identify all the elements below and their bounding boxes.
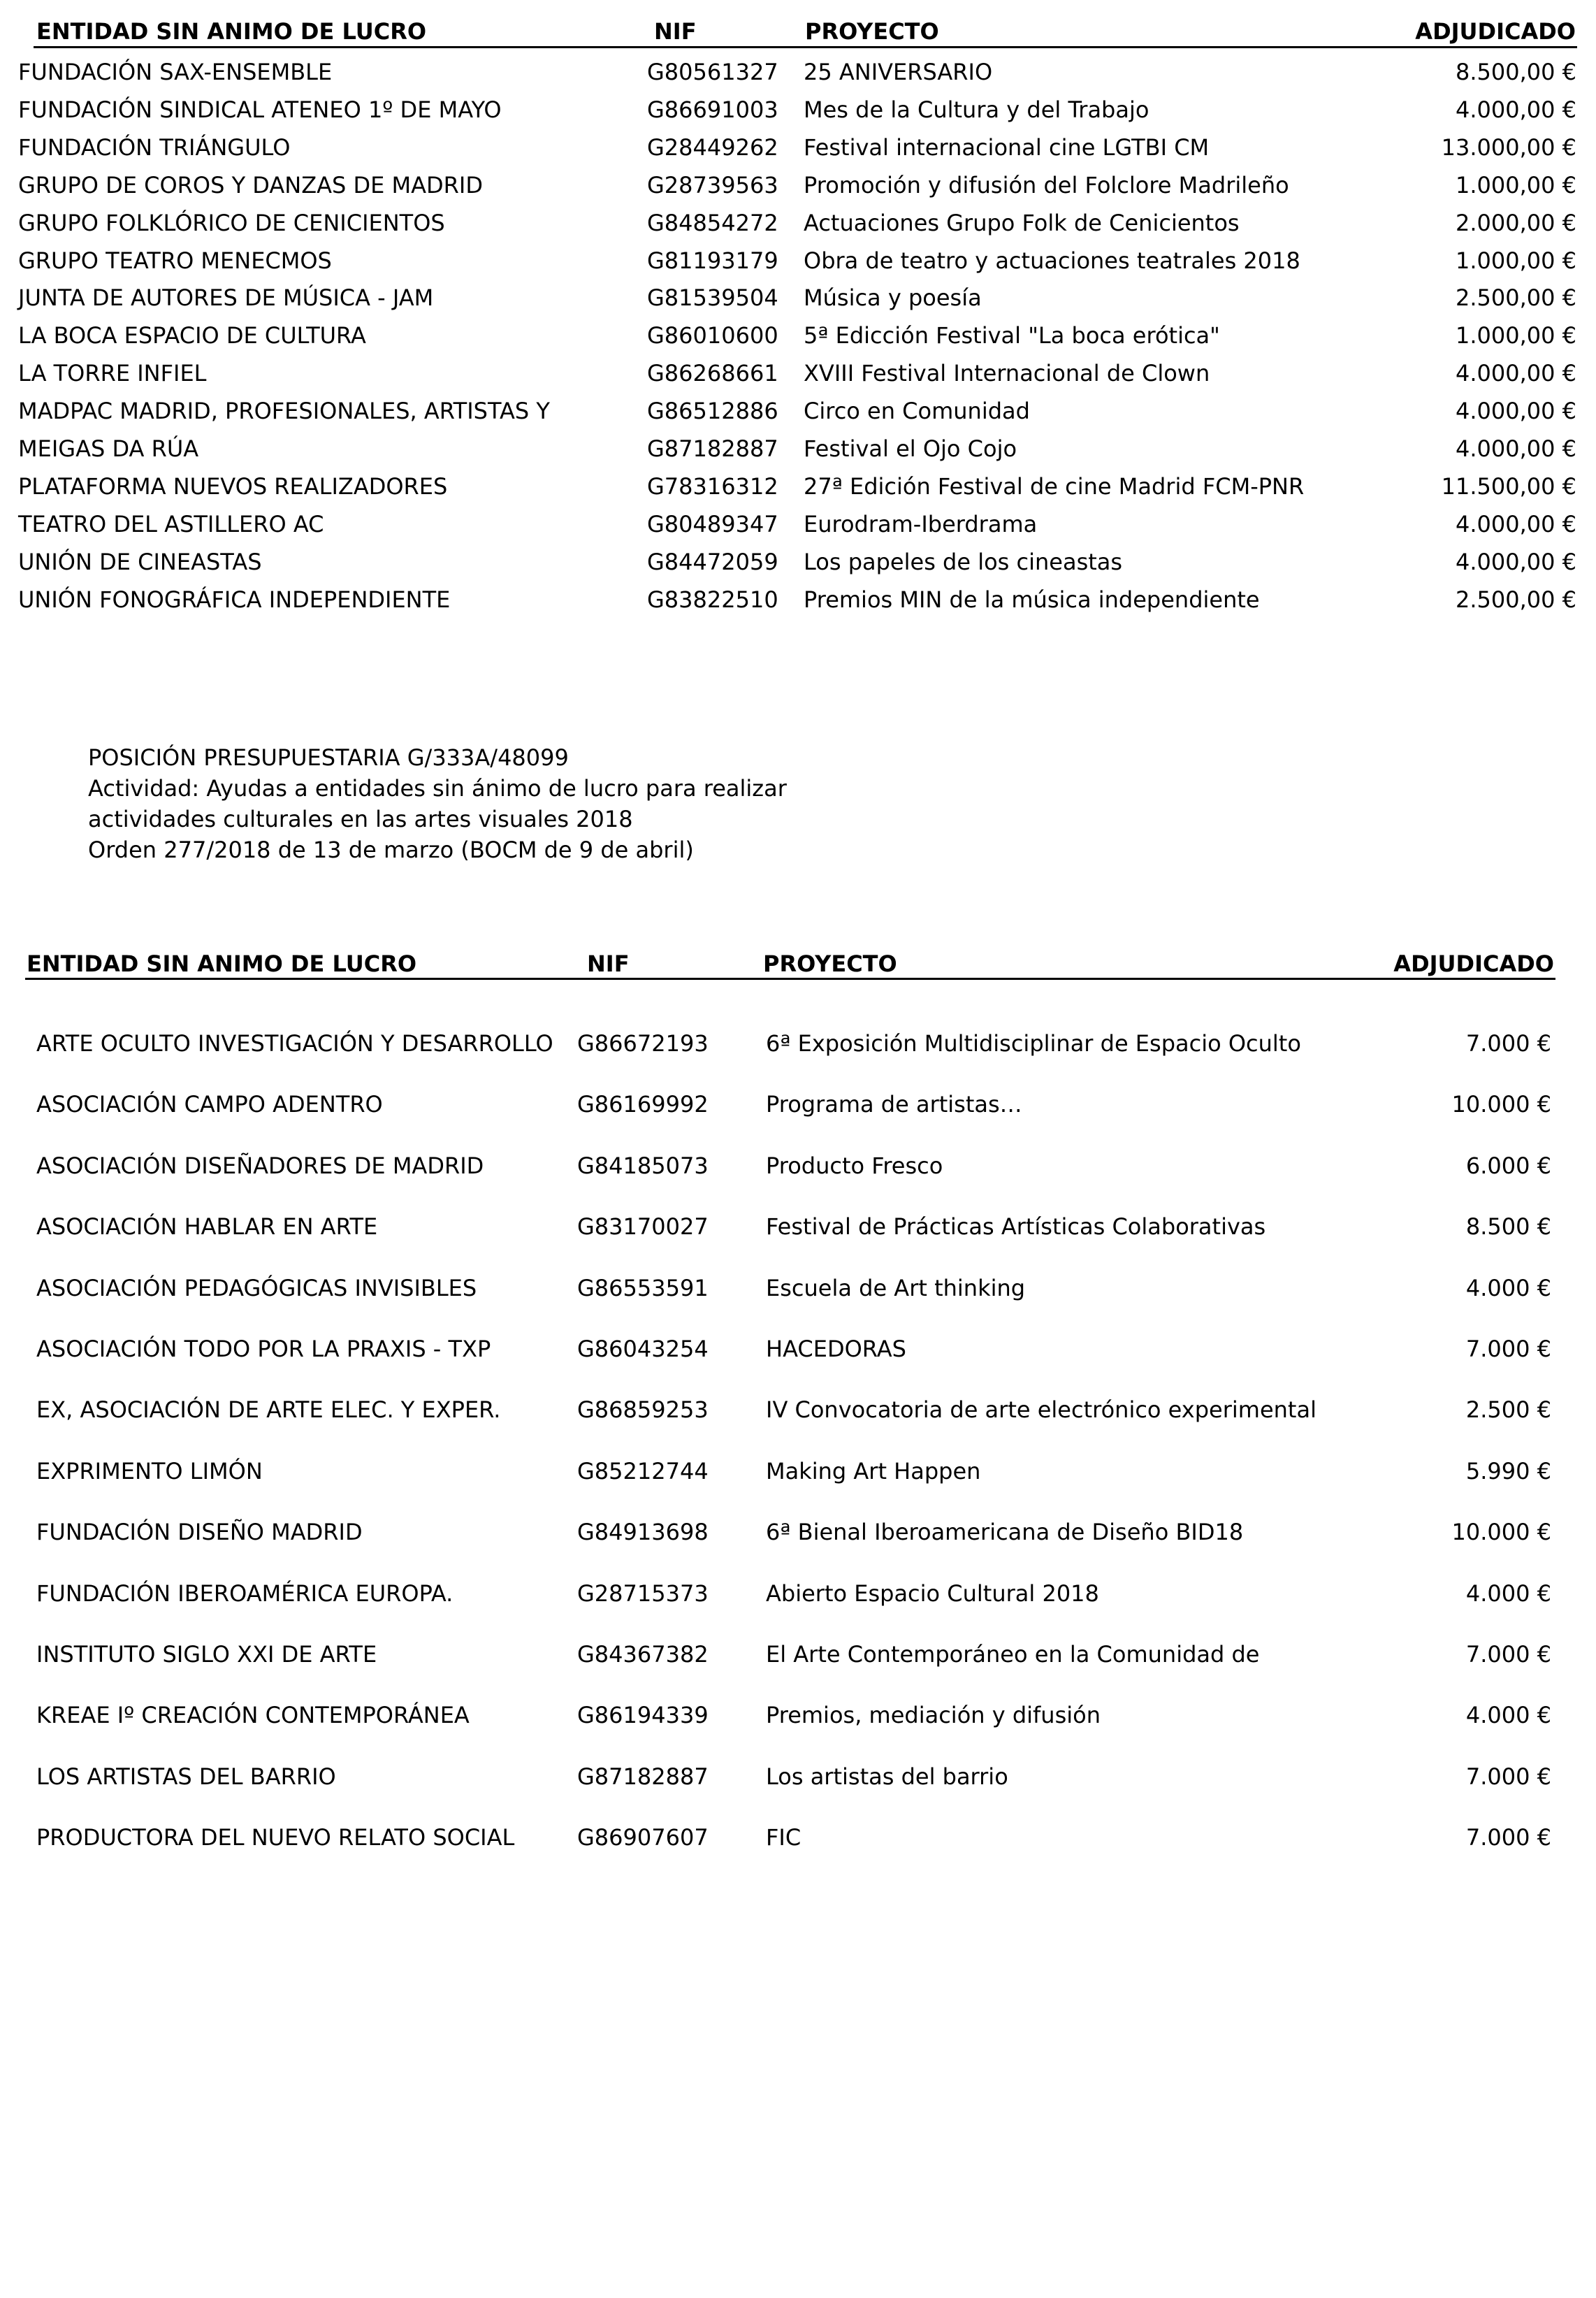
table1-row-adjudicado: 4.000,00 € [1455, 96, 1576, 123]
table1-row-nif: G86512886 [647, 398, 778, 425]
table1-row-nif: G86691003 [647, 96, 778, 123]
table1-row-adjudicado: 1.000,00 € [1455, 247, 1576, 274]
table1-row-adjudicado: 2.000,00 € [1455, 209, 1576, 236]
table1-row-nif: G87182887 [647, 435, 778, 462]
table1-row-nif: G83822510 [647, 586, 778, 613]
table2-row-entidad: EX, ASOCIACIÓN DE ARTE ELEC. Y EXPER. [36, 1396, 501, 1424]
table2-row-nif: G86907607 [577, 1824, 709, 1851]
table1-row-adjudicado: 8.500,00 € [1455, 59, 1576, 85]
table1-row-entidad: UNIÓN DE CINEASTAS [18, 548, 262, 575]
table2-row-adjudicado: 4.000 € [1465, 1702, 1551, 1729]
table2-row-proyecto: Los artistas del barrio [766, 1763, 1008, 1790]
table2-row-nif: G86194339 [577, 1702, 709, 1729]
table2-row-proyecto: Programa de artistas… [766, 1091, 1022, 1118]
table2-row-proyecto: 6ª Exposición Multidisciplinar de Espacio Oculto [766, 1030, 1301, 1057]
table2-header-nif: NIF [587, 951, 630, 977]
table1-row-entidad: FUNDACIÓN TRIÁNGULO [18, 133, 291, 161]
table2-row-entidad: FUNDACIÓN DISEÑO MADRID [36, 1519, 363, 1546]
table2-row-entidad: ASOCIACIÓN HABLAR EN ARTE [36, 1213, 378, 1241]
table1-row-proyecto: Premios MIN de la música independiente [804, 586, 1260, 613]
table1-row-nif: G80489347 [647, 510, 778, 537]
table2-row-adjudicado: 10.000 € [1451, 1091, 1551, 1118]
table2-row-adjudicado: 7.000 € [1465, 1641, 1551, 1668]
table1-header-nif: NIF [654, 18, 697, 45]
table1-row-proyecto: 25 ANIVERSARIO [804, 59, 993, 85]
table2-row-nif: G84185073 [577, 1152, 709, 1179]
table1-header-proyecto: PROYECTO [805, 18, 939, 45]
table2-row-nif: G86553591 [577, 1274, 709, 1301]
table1-row-nif: G78316312 [647, 472, 778, 500]
table1-row-proyecto: XVIII Festival Internacional de Clown [804, 360, 1210, 387]
table2-row-proyecto: El Arte Contemporáneo en la Comunidad de [766, 1641, 1260, 1668]
table2-row-proyecto: IV Convocatoria de arte electrónico experimental [766, 1396, 1316, 1424]
table2-row-entidad: ASOCIACIÓN TODO POR LA PRAXIS - TXP [36, 1336, 491, 1362]
table2-row-adjudicado: 7.000 € [1465, 1824, 1551, 1851]
table2-row-nif: G85212744 [577, 1457, 709, 1484]
table2-row-entidad: LOS ARTISTAS DEL BARRIO [36, 1763, 336, 1790]
table2-row-entidad: KREAE Iº CREACIÓN CONTEMPORÁNEA [36, 1702, 470, 1729]
activity-line-2: actividades culturales en las artes visuales 2018 [88, 806, 633, 832]
table1-row-adjudicado: 4.000,00 € [1455, 548, 1576, 575]
table2-row-proyecto: Festival de Prácticas Artísticas Colaborativas [766, 1213, 1266, 1241]
table1-row-entidad: LA BOCA ESPACIO DE CULTURA [18, 322, 366, 349]
table1-row-proyecto: Mes de la Cultura y del Trabajo [804, 96, 1149, 123]
table2-row-adjudicado: 8.500 € [1465, 1213, 1551, 1241]
table1-row-proyecto: Promoción y difusión del Folclore Madrileño [804, 171, 1289, 198]
table1-row-entidad: MADPAC MADRID, PROFESIONALES, ARTISTAS Y [18, 398, 550, 425]
table1-row-nif: G86010600 [647, 322, 778, 349]
table2-row-adjudicado: 6.000 € [1465, 1152, 1551, 1179]
table1-row-entidad: UNIÓN FONOGRÁFICA INDEPENDIENTE [18, 586, 451, 613]
table1-row-entidad: GRUPO FOLKLÓRICO DE CENICIENTOS [18, 209, 445, 236]
table1-row-entidad: LA TORRE INFIEL [18, 360, 207, 387]
table2-row-adjudicado: 4.000 € [1465, 1274, 1551, 1301]
table2-row-nif: G84367382 [577, 1641, 709, 1668]
table2-row-nif: G86169992 [577, 1091, 709, 1118]
table1-row-proyecto: Circo en Comunidad [804, 398, 1030, 425]
table1-row-entidad: JUNTA DE AUTORES DE MÚSICA - JAM [18, 284, 434, 312]
table2-row-proyecto: Making Art Happen [766, 1457, 981, 1484]
table2-row-entidad: FUNDACIÓN IBEROAMÉRICA EUROPA. [36, 1580, 454, 1607]
table1-row-entidad: TEATRO DEL ASTILLERO AC [18, 510, 324, 537]
table2-row-entidad: INSTITUTO SIGLO XXI DE ARTE [36, 1641, 377, 1668]
table2-row-nif: G87182887 [577, 1763, 709, 1790]
table1-row-nif: G28449262 [647, 133, 778, 161]
table1-row-proyecto: 5ª Edicción Festival "La boca erótica" [804, 322, 1220, 349]
table2-row-nif: G28715373 [577, 1580, 709, 1607]
table1-row-entidad: FUNDACIÓN SAX-ENSEMBLE [18, 59, 333, 85]
table2-row-entidad: PRODUCTORA DEL NUEVO RELATO SOCIAL [36, 1824, 515, 1851]
table1-row-adjudicado: 1.000,00 € [1455, 171, 1576, 198]
activity-line-1: Actividad: Ayudas a entidades sin ánimo de lucro para realizar [88, 775, 787, 802]
table1-row-adjudicado: 1.000,00 € [1455, 322, 1576, 349]
table2-row-nif: G86859253 [577, 1396, 709, 1424]
table2-row-adjudicado: 7.000 € [1465, 1763, 1551, 1790]
table1-header-adjudicado: ADJUDICADO [1415, 18, 1576, 45]
table2-row-adjudicado: 10.000 € [1451, 1519, 1551, 1546]
table2-row-nif: G83170027 [577, 1213, 709, 1241]
table2-row-entidad: ASOCIACIÓN CAMPO ADENTRO [36, 1091, 383, 1118]
table1-row-proyecto: Eurodram-Iberdrama [804, 510, 1038, 537]
table2-row-adjudicado: 7.000 € [1465, 1336, 1551, 1362]
table1-row-proyecto: Festival el Ojo Cojo [804, 435, 1017, 462]
table1-row-proyecto: Obra de teatro y actuaciones teatrales 2018 [804, 247, 1300, 274]
table2-header-proyecto: PROYECTO [763, 951, 897, 977]
table1-row-adjudicado: 13.000,00 € [1441, 133, 1576, 161]
budget-position: POSICIÓN PRESUPUESTARIA G/333A/48099 [88, 744, 569, 771]
table1-header-entidad: ENTIDAD SIN ANIMO DE LUCRO [36, 18, 427, 45]
table1-header-underline [34, 46, 1577, 48]
table1-row-entidad: FUNDACIÓN SINDICAL ATENEO 1º DE MAYO [18, 96, 502, 123]
table2-header-underline [25, 978, 1555, 980]
table1-row-adjudicado: 2.500,00 € [1455, 586, 1576, 613]
table1-row-nif: G86268661 [647, 360, 778, 387]
table1-row-adjudicado: 4.000,00 € [1455, 510, 1576, 537]
table2-row-adjudicado: 7.000 € [1465, 1030, 1551, 1057]
table1-row-nif: G28739563 [647, 171, 778, 198]
table1-row-nif: G81539504 [647, 284, 778, 312]
table1-row-nif: G80561327 [647, 59, 778, 85]
table1-row-proyecto: 27ª Edición Festival de cine Madrid FCM-PNR [804, 472, 1305, 500]
table1-row-adjudicado: 11.500,00 € [1441, 472, 1576, 500]
table2-row-proyecto: Premios, mediación y difusión [766, 1702, 1101, 1729]
table2-row-nif: G86043254 [577, 1336, 709, 1362]
table2-row-adjudicado: 2.500 € [1465, 1396, 1551, 1424]
table1-row-proyecto: Los papeles de los cineastas [804, 548, 1123, 575]
table2-header-entidad: ENTIDAD SIN ANIMO DE LUCRO [27, 951, 417, 977]
table2-row-entidad: ASOCIACIÓN DISEÑADORES DE MADRID [36, 1152, 484, 1179]
table2-row-proyecto: HACEDORAS [766, 1336, 906, 1362]
table2-row-proyecto: 6ª Bienal Iberoamericana de Diseño BID18 [766, 1519, 1244, 1546]
table2-row-nif: G86672193 [577, 1030, 709, 1057]
table1-row-nif: G81193179 [647, 247, 778, 274]
table1-row-entidad: GRUPO DE COROS Y DANZAS DE MADRID [18, 171, 483, 198]
table2-row-proyecto: Producto Fresco [766, 1152, 943, 1179]
table1-row-entidad: MEIGAS DA RÚA [18, 435, 199, 462]
table1-row-proyecto: Festival internacional cine LGTBI CM [804, 133, 1210, 161]
table2-row-adjudicado: 5.990 € [1465, 1457, 1551, 1484]
table1-row-adjudicado: 4.000,00 € [1455, 435, 1576, 462]
table1-row-entidad: GRUPO TEATRO MENECMOS [18, 247, 332, 274]
table1-row-nif: G84472059 [647, 548, 778, 575]
table2-row-entidad: ASOCIACIÓN PEDAGÓGICAS INVISIBLES [36, 1274, 477, 1301]
table2-header-adjudicado: ADJUDICADO [1393, 951, 1554, 977]
table2-row-nif: G84913698 [577, 1519, 709, 1546]
table1-row-adjudicado: 4.000,00 € [1455, 398, 1576, 425]
table1-row-adjudicado: 4.000,00 € [1455, 360, 1576, 387]
table2-row-proyecto: FIC [766, 1824, 801, 1851]
table2-row-proyecto: Escuela de Art thinking [766, 1274, 1026, 1301]
table1-row-proyecto: Música y poesía [804, 284, 982, 312]
table1-row-proyecto: Actuaciones Grupo Folk de Cenicientos [804, 209, 1240, 236]
table2-row-proyecto: Abierto Espacio Cultural 2018 [766, 1580, 1099, 1607]
table2-row-entidad: EXPRIMENTO LIMÓN [36, 1457, 263, 1484]
table2-row-entidad: ARTE OCULTO INVESTIGACIÓN Y DESARROLLO [36, 1030, 553, 1057]
table1-row-entidad: PLATAFORMA NUEVOS REALIZADORES [18, 472, 448, 500]
table2-row-adjudicado: 4.000 € [1465, 1580, 1551, 1607]
table1-row-nif: G84854272 [647, 209, 778, 236]
order-reference: Orden 277/2018 de 13 de marzo (BOCM de 9 de abril) [88, 837, 694, 863]
table1-row-adjudicado: 2.500,00 € [1455, 284, 1576, 312]
